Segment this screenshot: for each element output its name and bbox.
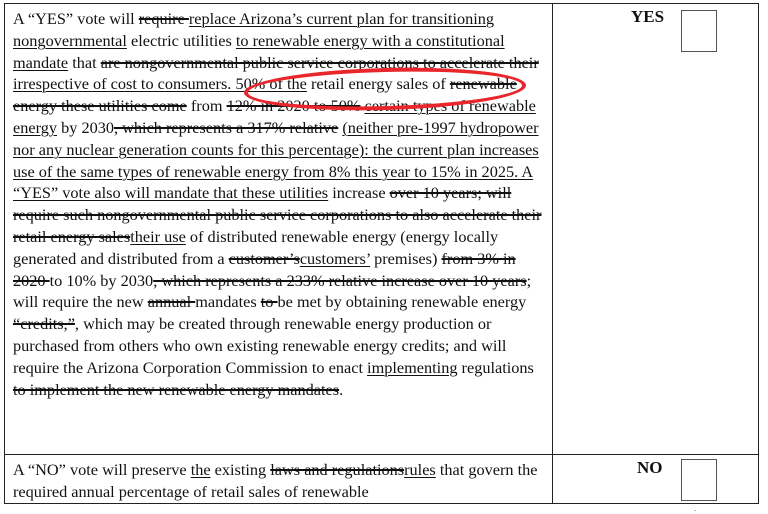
- no-row: [5, 455, 759, 504]
- yes-description-cell: [5, 4, 553, 455]
- no-option-cell: [553, 455, 759, 504]
- text-run-deleted: are nongovernmental public service corporations to accelerate their: [100, 52, 539, 72]
- text-run-deleted: customer’s: [228, 248, 300, 268]
- text-run-deleted: over 10 years; will require such nongovernmental public service corporations to also accelerate their retail energy sales: [13, 183, 542, 246]
- yes-option-cell: [553, 4, 759, 455]
- text-run-inserted: certain types of renewable energy: [13, 96, 536, 137]
- no-label: NO: [637, 458, 663, 477]
- text-run-inserted: irrespective of cost to consumers. 50% of the: [13, 74, 307, 94]
- text-run-deleted: “credits,”: [13, 314, 75, 334]
- text-run-plain: retail energy sales of: [306, 74, 450, 94]
- text-run-plain: increase: [328, 183, 390, 203]
- yes-row: [5, 4, 759, 455]
- text-run-inserted: customers’: [299, 248, 371, 268]
- text-run-inserted: implementing: [367, 357, 458, 377]
- text-run-deleted: to: [260, 292, 278, 312]
- text-run-deleted: renewable energy these utilities come: [13, 74, 517, 116]
- text-run-inserted: (neither pre-1997 hydropower nor any nuclear generation counts for this percentage): the current plan increases use of the same types of renewable energy from 8% this year to 15% in 2025. A “YES” vote also will mandate that these utilities: [13, 117, 539, 203]
- ballot-document: [4, 3, 756, 511]
- text-run-inserted: rules: [404, 460, 436, 479]
- no-description-cell: [5, 455, 553, 504]
- text-run-deleted: annual: [147, 292, 196, 312]
- text-run-plain: of distributed renewable energy (energy locally generated and distributed from a: [13, 226, 499, 268]
- text-run-plain: from: [186, 96, 227, 116]
- no-description-text: [5, 455, 552, 503]
- text-run-deleted: 12% in 2020 to 50%: [226, 96, 361, 116]
- text-run-deleted: from 3% in 2020: [13, 248, 516, 290]
- text-run-plain: to 10% by 2030: [49, 270, 154, 290]
- text-run-deleted: , which represents a 317% relative: [114, 117, 339, 137]
- text-run-plain: A “YES” vote will: [13, 9, 139, 28]
- ballot-table: [4, 3, 759, 504]
- text-run-plain: , which may be created through renewable energy production or purchased from others who own existing renewable energy credits; and will require the Arizona Corporation Commission to enact: [13, 314, 507, 377]
- text-run-plain: ; will require the new: [13, 270, 532, 312]
- text-run-plain: electric utilities: [126, 30, 236, 50]
- yes-label: YES: [631, 7, 665, 26]
- text-run-plain: regulations: [457, 357, 534, 377]
- yes-checkbox[interactable]: [681, 10, 717, 52]
- text-run-inserted: to renewable energy with a constitutional mandate: [13, 30, 505, 72]
- text-run-inserted: their use: [130, 226, 186, 246]
- text-run-plain: that: [68, 52, 101, 72]
- text-run-deleted: to implement the new renewable energy mandates: [13, 379, 340, 399]
- scan-speck: .: [694, 504, 696, 513]
- text-run-inserted: the: [190, 460, 211, 479]
- yes-description-text: [5, 4, 552, 454]
- no-checkbox[interactable]: [681, 459, 717, 501]
- text-run-deleted: laws and regulations: [270, 460, 405, 479]
- text-run-deleted: require: [138, 9, 189, 28]
- text-run-plain: premises): [370, 248, 442, 268]
- text-run-plain: .: [339, 379, 344, 399]
- text-run-plain: that govern the required annual percentage of retail sales of renewable: [13, 460, 538, 501]
- text-run-plain: existing: [210, 460, 271, 479]
- text-run-plain: be met by obtaining renewable energy: [277, 292, 527, 312]
- text-run-plain: A “NO” vote will preserve: [13, 460, 191, 479]
- text-run-deleted: , which represents a 233% relative increase over 10 years: [153, 270, 527, 290]
- text-run-inserted: replace Arizona’s current plan for transitioning nongovernmental: [13, 9, 495, 50]
- text-run-plain: by 2030: [57, 117, 114, 137]
- text-run-plain: mandates: [195, 292, 261, 312]
